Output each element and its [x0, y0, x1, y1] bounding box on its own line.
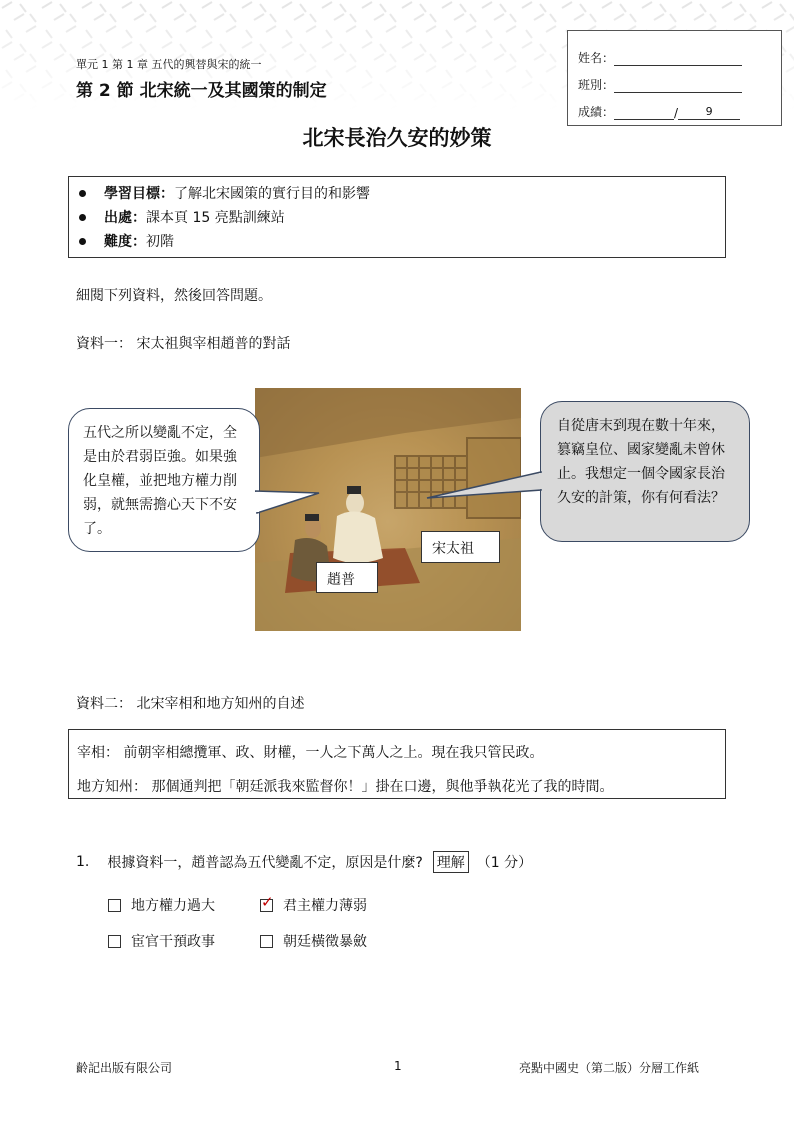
source1-heading: 資料一： 宋太祖與宰相趙普的對話	[76, 336, 291, 352]
zhao-pu-speech-text: 五代之所以變亂不定，全是由於君弱臣強。如果強化皇權，並把地方權力削弱，就無需擔心天下不安了。	[83, 425, 237, 537]
option-label: 宦官干預政事	[131, 934, 215, 950]
student-info-box	[567, 30, 782, 126]
source2-line: 地方知州： 那個通判把「朝廷派我來監督你！」掛在口邊，與他爭執花光了我的時間。	[77, 779, 614, 795]
section-title: 第 2 節 北宋統一及其國策的制定	[76, 81, 327, 101]
question-marks: （1 分）	[476, 855, 533, 871]
option-label: 朝廷橫徵暴斂	[283, 934, 367, 950]
objectives-box	[68, 176, 726, 258]
footer-publisher: 齡記出版有限公司	[76, 1061, 173, 1075]
taizu-name-label: 宋太祖	[421, 531, 500, 563]
score-label: 成績：	[578, 105, 615, 119]
footer-book-title: 亮點中國史（第二版）分層工作紙	[519, 1061, 700, 1075]
speech-tail-left	[255, 485, 325, 525]
name-label: 姓名：	[578, 51, 615, 65]
score-slash: /	[674, 106, 679, 120]
bullet-icon	[79, 214, 86, 221]
source2-box	[68, 729, 726, 799]
score-row	[578, 93, 771, 120]
objective-label: 出處：	[104, 210, 146, 226]
class-label: 班別：	[578, 78, 615, 92]
speech-tail-right	[425, 468, 545, 508]
instruction-text: 細閱下列資料，然後回答問題。	[76, 288, 272, 304]
question-1	[76, 851, 532, 873]
question-number: 1.	[76, 854, 90, 870]
name-field[interactable]	[614, 51, 742, 66]
score-total: 9	[678, 105, 740, 120]
objective-text: 初階	[146, 234, 174, 250]
taizu-speech-text: 自從唐末到現在數十年來，篡竊皇位、國家變亂未曾休止。我想定一個令國家長治久安的計策，你有何看法？	[557, 418, 725, 506]
bullet-icon	[79, 190, 86, 197]
bullet-icon	[79, 238, 86, 245]
option-2[interactable]	[260, 892, 367, 915]
class-field[interactable]	[614, 78, 742, 93]
name-row	[578, 39, 771, 66]
objective-label: 難度：	[104, 234, 146, 250]
skill-tag: 理解	[433, 851, 469, 873]
source2-line: 宰相： 前朝宰相總攬軍、政、財權，一人之下萬人之上。現在我只管民政。	[77, 745, 544, 761]
unit-chapter-line: 單元 1 第 1 章 五代的興替與宋的統一	[76, 58, 262, 71]
objective-item	[79, 229, 725, 253]
checkbox[interactable]	[108, 935, 121, 948]
option-3[interactable]	[108, 931, 215, 951]
objective-label: 學習目標：	[104, 186, 174, 202]
score-field[interactable]	[614, 105, 674, 120]
zhao-pu-name-label: 趙普	[316, 562, 378, 593]
taizu-speech-bubble	[540, 401, 750, 542]
checkbox[interactable]	[260, 892, 274, 912]
objective-text: 了解北宋國策的實行目的和影響	[174, 186, 370, 202]
option-label: 地方權力過大	[131, 898, 215, 914]
checkbox[interactable]	[108, 899, 121, 912]
worksheet-title: 北宋長治久安的妙策	[302, 126, 492, 150]
objective-item	[79, 205, 725, 229]
option-label: 君主權力薄弱	[283, 898, 367, 914]
checkbox[interactable]	[260, 935, 273, 948]
option-1[interactable]	[108, 895, 215, 915]
source2-heading: 資料二： 北宋宰相和地方知州的自述	[76, 696, 305, 712]
option-4[interactable]	[260, 931, 367, 951]
footer-page-number: 1	[394, 1059, 402, 1073]
check-mark-icon: ✓	[261, 892, 274, 911]
objective-text: 課本頁 15 亮點訓練站	[146, 210, 285, 226]
objective-item	[79, 181, 725, 205]
question-text: 根據資料一，趙普認為五代變亂不定，原因是什麼?	[107, 855, 423, 871]
class-row	[578, 66, 771, 93]
zhao-pu-speech-bubble	[68, 408, 260, 552]
